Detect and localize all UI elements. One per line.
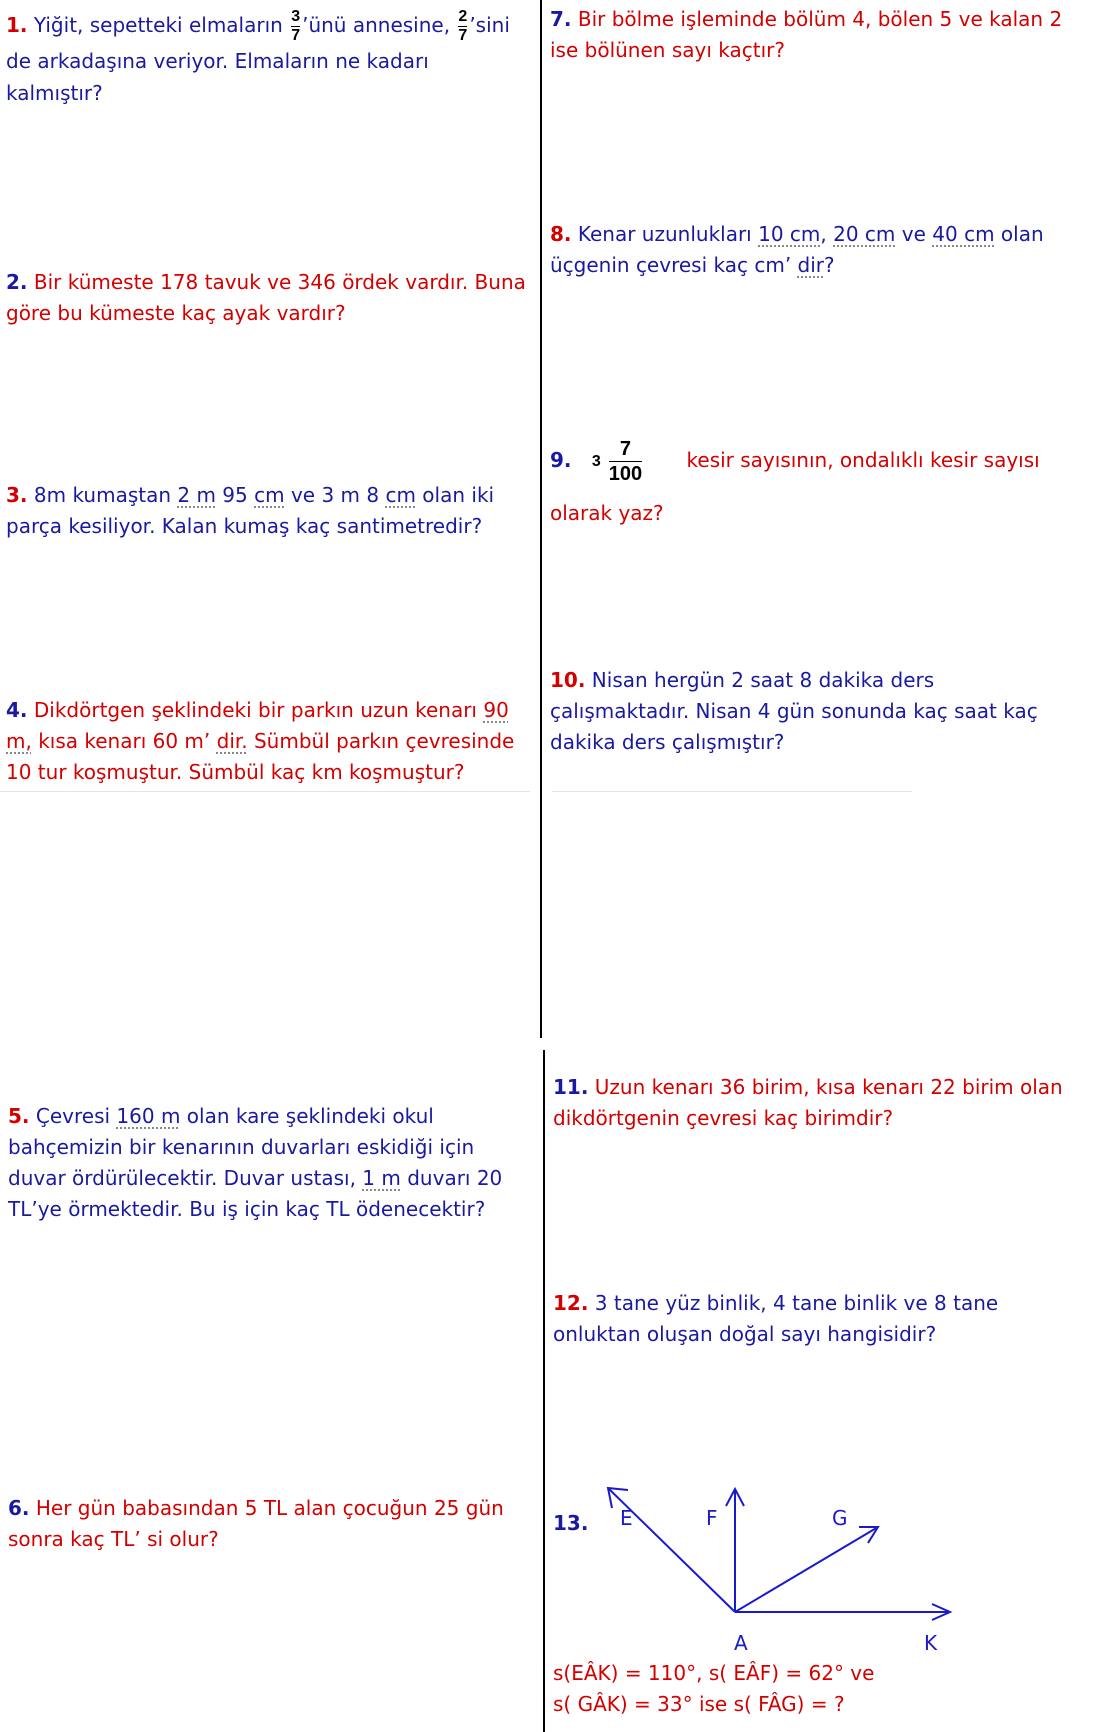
question-number: 2. <box>6 270 28 294</box>
question-number: 10. <box>550 668 586 692</box>
label-A: A <box>734 1631 748 1655</box>
question-12: 12. 3 tane yüz binlik, 4 tane binlik ve 8 tane onluktan oluşan doğal sayı hangisidir? <box>553 1291 999 1346</box>
mixed-fraction: 3 $\frac{7}{100}$ <box>591 438 643 485</box>
question-11: 11. Uzun kenarı 36 birim, kısa kenarı 22 birim olan dikdörtgenin çevresi kaç birimdir? <box>553 1075 1063 1130</box>
question-number: 11. <box>553 1075 589 1099</box>
question-number: 8. <box>550 222 572 246</box>
question-number: 4. <box>6 698 28 722</box>
question-number: 7. <box>550 7 572 31</box>
fraction-two-sevenths: $\frac{2}{7}$ <box>458 8 468 44</box>
label-K: K <box>924 1631 938 1655</box>
question-13-number: 13. <box>553 1511 589 1535</box>
question-number: 9. <box>550 448 572 472</box>
question-5: 5. Çevresi 160 m olan kare şeklindeki okul bahçemizin bir kenarının duvarları eskidiği için duvar ördürülecektir. Duvar ustası, 1 m duvarı 20 TL’ye örmektedir. Bu iş için kaç TL ödenecektir? <box>8 1104 503 1221</box>
question-number: 5. <box>8 1104 30 1128</box>
question-number: 1. <box>6 13 28 37</box>
question-9-continued: olarak yaz? <box>550 501 664 525</box>
question-1: 1. Yiğit, sepetteki elmaların $\frac{3}{7}$ ’ünü annesine, $\frac{2}{7}$ ’sini de arkadaşına veriyor. Elmaların ne kadarı kalmıştır? <box>6 8 510 105</box>
ray-AG <box>735 1527 878 1612</box>
question-number: 6. <box>8 1496 30 1520</box>
question-number: 12. <box>553 1291 589 1315</box>
question-10: 10. Nisan hergün 2 saat 8 dakika ders çalışmaktadır. Nisan 4 gün sonunda kaç saat kaç dakika ders çalışmıştır? <box>550 668 1038 754</box>
question-6: 6. Her gün babasından 5 TL alan çocuğun 25 gün sonra kaç TL’ si olur? <box>8 1496 504 1551</box>
question-13-text: s(EÂK) = 110°, s( EÂF) = 62° ve s( GÂK) = 33° ise s( FÂG) = ? <box>553 1661 875 1716</box>
question-9: 9. 3 $\frac{7}{100}$ kesir sayısının, ondalıklı kesir sayısı <box>550 438 1040 485</box>
question-7: 7. Bir bölme işleminde bölüm 4, bölen 5 ve kalan 2 ise bölünen sayı kaçtır? <box>550 7 1063 62</box>
label-E: E <box>620 1506 633 1530</box>
question-4: 4. Dikdörtgen şeklindeki bir parkın uzun kenarı 90 m, kısa kenarı 60 m’ dir. Sümbül parkın çevresinde 10 tur koşmuştur. Sümbül kaç km koşmuştur? <box>6 698 515 784</box>
fraction-three-sevenths: $\frac{3}{7}$ <box>291 8 301 44</box>
question-2: 2. Bir kümeste 178 tavuk ve 346 ördek vardır. Buna göre bu kümeste kaç ayak vardır? <box>6 270 526 325</box>
question-number: 3. <box>6 483 28 507</box>
label-F: F <box>706 1506 718 1530</box>
label-G: G <box>832 1506 848 1530</box>
question-3: 3. 8m kumaştan 2 m 95 cm ve 3 m 8 cm olan iki parça kesiliyor. Kalan kumaş kaç santimetredir? <box>6 483 495 538</box>
question-8: 8. Kenar uzunlukları 10 cm, 20 cm ve 40 cm olan üçgenin çevresi kaç cm’ dir? <box>550 222 1044 277</box>
